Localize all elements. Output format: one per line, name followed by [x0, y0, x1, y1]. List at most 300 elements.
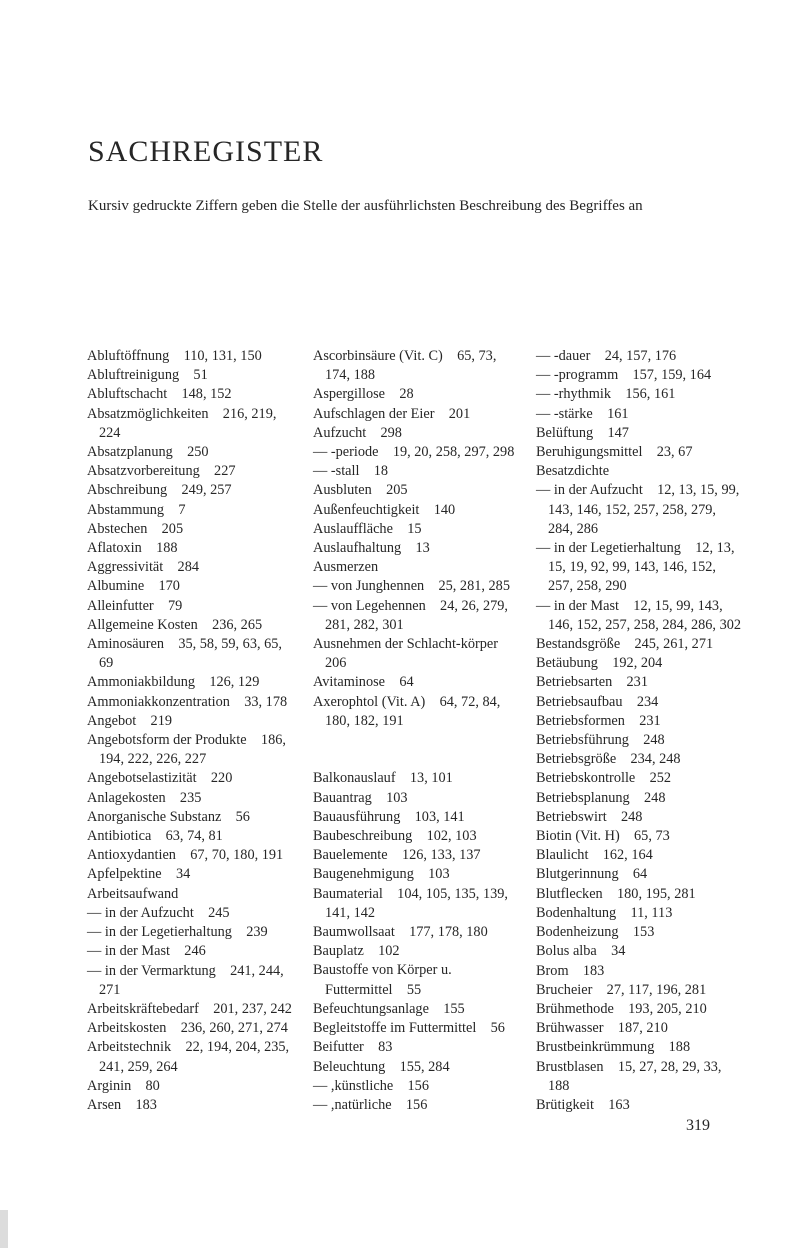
index-term: Betriebsführung	[536, 732, 629, 749]
index-term: — -stall	[313, 463, 360, 480]
index-entry	[87, 462, 292, 481]
index-term: Angebotselastizität	[87, 770, 197, 787]
index-page-refs: 236, 265	[212, 616, 263, 633]
index-term: — in der Aufzucht	[536, 482, 643, 499]
index-page-refs: 126, 133, 137	[401, 847, 481, 864]
index-entry	[87, 962, 292, 1000]
index-page-refs: 80	[145, 1077, 160, 1094]
index-term: Aufzucht	[313, 424, 367, 441]
index-entry	[536, 1038, 741, 1057]
index-entry	[536, 385, 741, 404]
index-entry	[313, 558, 518, 577]
index-term: Beruhigungsmittel	[536, 444, 643, 461]
index-term: Ascorbinsäure (Vit. C)	[313, 348, 443, 364]
index-entry	[313, 942, 518, 961]
index-page-refs: 65, 73	[634, 828, 670, 845]
index-entry	[313, 443, 518, 462]
index-entry	[313, 827, 518, 846]
index-term: Abluftschacht	[87, 386, 168, 403]
index-entry	[313, 1038, 518, 1057]
index-entry	[313, 1000, 518, 1019]
index-page-refs: 284	[177, 559, 199, 576]
index-term: Angebot	[87, 712, 137, 729]
index-page-refs: 201	[448, 405, 471, 422]
index-page-refs: 7	[178, 501, 186, 518]
index-page-refs: 148, 152	[181, 386, 232, 403]
index-page-refs: 22, 194, 204, 235, 241, 259, 264	[99, 1039, 290, 1075]
index-term: Absatzvorbereitung	[87, 463, 200, 480]
index-page-refs: 156, 161	[625, 386, 676, 403]
index-term: Ausmerzen	[313, 559, 379, 576]
index-entry	[313, 769, 518, 788]
index-page-refs: 34	[611, 943, 626, 960]
letter-gap	[313, 731, 518, 769]
index-term: Absatzmöglichkeiten	[87, 405, 209, 422]
index-column-1	[87, 347, 292, 1115]
index-page-refs: 239	[246, 924, 268, 941]
index-page-refs: 248	[643, 732, 665, 749]
index-page-refs: 110, 131, 150	[183, 348, 262, 364]
index-entry	[536, 1058, 741, 1096]
index-term: Axerophtol (Vit. A)	[313, 693, 426, 710]
index-term: Belüftung	[536, 424, 594, 441]
index-entry	[536, 885, 741, 904]
index-page-refs: 193, 205, 210	[628, 1000, 707, 1017]
index-term: Anorganische Substanz	[87, 808, 222, 825]
index-page-refs: 11, 113	[630, 904, 673, 921]
index-page-refs: 19, 20, 258, 297, 298	[392, 444, 515, 461]
index-term: Ausbluten	[313, 482, 372, 499]
index-term: Arbeitskräftebedarf	[87, 1000, 199, 1017]
index-entry	[536, 673, 741, 692]
index-entry	[87, 769, 292, 788]
index-page-refs: 192, 204	[612, 655, 663, 672]
index-entry	[313, 501, 518, 520]
index-term: Bauausführung	[313, 808, 401, 825]
index-term: Aminosäuren	[87, 636, 165, 653]
index-page-refs: 161	[607, 405, 629, 422]
index-entry	[536, 865, 741, 884]
index-term: Anlagekosten	[87, 789, 166, 806]
index-entry	[87, 1038, 292, 1076]
index-term: — ,künstliche	[313, 1077, 394, 1094]
index-page-refs: 219	[150, 712, 172, 729]
page-edge-shadow	[0, 1210, 8, 1248]
index-term: Brom	[536, 962, 569, 979]
index-entry	[87, 558, 292, 577]
index-entry	[87, 577, 292, 596]
index-page-refs: 170	[158, 578, 180, 595]
index-term: — in der Legetierhaltung	[536, 540, 681, 557]
index-page-refs: 126, 129	[209, 674, 260, 691]
index-page-refs: 163	[608, 1096, 630, 1113]
index-page-refs: 206	[325, 655, 347, 672]
index-term: Bodenheizung	[536, 924, 619, 941]
index-entry	[536, 981, 741, 1000]
index-entry	[536, 827, 741, 846]
index-page-refs: 103, 141	[414, 808, 465, 825]
index-term: Beleuchtung	[313, 1058, 386, 1075]
index-term: Baubeschreibung	[313, 828, 413, 845]
index-term: Aflatoxin	[87, 540, 142, 557]
index-page-refs: 12, 15, 99, 143, 146, 152, 257, 258, 284, 286, 302	[548, 597, 742, 633]
index-page-refs: 23, 67	[656, 444, 693, 461]
index-entry	[313, 385, 518, 404]
index-term: Abstechen	[87, 520, 148, 537]
index-term: — in der Vermarktung	[87, 962, 216, 979]
index-term: Ammoniakkonzentration	[87, 693, 230, 710]
index-page-refs: 155, 284	[399, 1058, 450, 1075]
index-entry	[313, 577, 518, 596]
index-entry	[87, 808, 292, 827]
index-term: — von Legehennen	[313, 597, 426, 614]
index-term: — -programm	[536, 367, 619, 384]
index-term: Arsen	[87, 1096, 122, 1113]
index-page-refs: 183	[582, 962, 605, 979]
index-page-refs: 56	[235, 808, 250, 825]
index-page-refs: 25, 281, 285	[438, 578, 510, 595]
index-entry	[87, 923, 292, 942]
index-entry	[87, 347, 292, 366]
index-term: Bodenhaltung	[536, 904, 617, 921]
index-term: Brustbeinkrümmung	[536, 1039, 655, 1056]
index-page-refs: 15	[407, 520, 422, 537]
index-term: — -periode	[313, 444, 379, 461]
index-term: Avitaminose	[313, 674, 386, 691]
index-entry	[313, 424, 518, 443]
index-entry	[87, 597, 292, 616]
index-page-refs: 157, 159, 164	[632, 367, 712, 384]
index-page-refs: 34	[175, 866, 191, 883]
index-entry	[536, 405, 741, 424]
index-page-refs: 227	[214, 463, 236, 480]
index-entry	[536, 904, 741, 923]
index-page-refs: 79	[168, 597, 183, 614]
index-entry	[313, 865, 518, 884]
index-page-refs: 187, 210	[617, 1020, 668, 1037]
index-term: Außenfeuchtigkeit	[313, 501, 420, 518]
index-page-refs: 51	[193, 367, 208, 384]
index-term: Auslaufhaltung	[313, 540, 402, 557]
index-term: Begleitstoffe im Futtermittel	[313, 1020, 477, 1037]
index-term: Brustblasen	[536, 1058, 604, 1075]
index-term: Allgemeine Kosten	[87, 616, 198, 633]
index-entry	[313, 693, 518, 731]
index-page-refs: 220	[210, 770, 233, 787]
index-page-refs: 63, 74, 81	[165, 828, 223, 845]
index-entry	[536, 923, 741, 942]
index-entry	[87, 635, 292, 673]
index-page-refs: 103	[428, 866, 450, 883]
index-entry	[87, 885, 292, 904]
index-entry	[536, 712, 741, 731]
index-term: Albumine	[87, 578, 145, 595]
index-page-refs: 245	[208, 904, 230, 921]
index-page-refs: 249, 257	[181, 482, 232, 499]
index-term: Besatzdichte	[536, 463, 610, 480]
index-term: Brühwasser	[536, 1020, 604, 1037]
index-page-refs: 186, 194, 222, 226, 227	[99, 732, 286, 768]
index-term: Auslauffläche	[313, 520, 393, 537]
index-page-refs: 33, 178	[244, 693, 288, 710]
page-number: 319	[686, 1117, 710, 1134]
index-page-refs: 153	[632, 924, 655, 941]
index-entry	[536, 539, 741, 597]
index-term: Baustoffe von Körper u. Futtermittel	[313, 962, 452, 998]
index-page-refs: 55	[406, 981, 422, 998]
index-term: Brühmethode	[536, 1000, 614, 1017]
index-entry	[536, 462, 741, 481]
index-term: — in der Legetierhaltung	[87, 924, 232, 941]
index-term: Bauelemente	[313, 847, 388, 864]
subtitle: Kursiv gedruckte Ziffern geben die Stelle der ausführlichsten Beschreibung des Begriffes an	[88, 198, 643, 214]
index-term: Alleinfutter	[87, 597, 154, 614]
index-term: — in der Mast	[536, 597, 619, 614]
index-entry	[87, 1000, 292, 1019]
index-term: Blutgerinnung	[536, 866, 619, 883]
index-page-refs: 252	[649, 770, 672, 787]
index-term: Baugenehmigung	[313, 866, 414, 883]
index-term: Arginin	[87, 1077, 132, 1094]
index-term: Bauantrag	[313, 789, 372, 806]
index-entry	[536, 962, 741, 981]
index-entry	[313, 481, 518, 500]
index-entry	[313, 539, 518, 558]
index-page-refs: 18	[373, 463, 389, 480]
index-entry	[536, 347, 741, 366]
index-term: Aufschlagen der Eier	[313, 405, 435, 422]
index-entry	[87, 501, 292, 520]
index-term: Biotin (Vit. H)	[536, 828, 620, 845]
index-page-refs: 156	[407, 1077, 429, 1094]
index-entry	[87, 673, 292, 692]
index-page-refs: 180, 195, 281	[617, 885, 696, 902]
index-term: Bestandsgröße	[536, 636, 621, 653]
index-page-refs: 231	[626, 674, 648, 691]
index-entry	[313, 347, 518, 385]
index-term: Baumaterial	[313, 885, 383, 902]
index-entry	[313, 1096, 518, 1115]
index-page-refs: 56	[490, 1020, 505, 1037]
index-entry	[536, 808, 741, 827]
index-page-refs: 234	[636, 693, 659, 710]
index-term: Brütigkeit	[536, 1096, 594, 1113]
index-page-refs: 64, 72, 84, 180, 182, 191	[325, 693, 501, 729]
index-page-refs: 216, 219, 224	[99, 405, 277, 441]
index-term: Apfelpektine	[87, 866, 162, 883]
index-entry	[87, 846, 292, 865]
index-entry	[87, 942, 292, 961]
index-entry	[536, 654, 741, 673]
index-term: Antioxydantien	[87, 847, 176, 864]
index-column-3	[536, 347, 741, 1115]
index-term: — -rhythmik	[536, 386, 612, 403]
index-page-refs: 103	[386, 789, 408, 806]
index-term: — -dauer	[536, 348, 591, 364]
index-term: — in der Aufzucht	[87, 904, 194, 921]
index-term: Betriebsarten	[536, 674, 613, 691]
index-term: — in der Mast	[87, 943, 170, 960]
index-page-refs: 102, 103	[426, 828, 477, 845]
index-entry	[536, 1000, 741, 1019]
index-term: Balkonauslauf	[313, 770, 396, 787]
index-entry	[536, 424, 741, 443]
index-term: Ammoniakbildung	[87, 674, 196, 691]
index-entry	[313, 673, 518, 692]
index-page-refs: 162, 164	[602, 847, 653, 864]
index-entry	[313, 961, 518, 999]
index-page-refs: 201, 237, 242	[213, 1000, 292, 1017]
index-entry	[313, 597, 518, 635]
index-page-refs: 236, 260, 271, 274	[180, 1020, 288, 1037]
index-page-refs: 24, 157, 176	[604, 348, 677, 364]
index-entry	[536, 769, 741, 788]
index-page-refs: 27, 117, 196, 281	[606, 981, 707, 998]
index-term: Blutflecken	[536, 885, 603, 902]
index-term: Bolus alba	[536, 943, 597, 960]
index-page-refs: 13	[415, 540, 430, 557]
index-term: Baumwollsaat	[313, 924, 395, 941]
index-term: Bauplatz	[313, 943, 364, 960]
index-entry	[87, 1019, 292, 1038]
index-entry	[87, 405, 292, 443]
index-term: Betriebsgröße	[536, 751, 617, 768]
index-term: — von Junghennen	[313, 578, 425, 595]
index-entry	[536, 789, 741, 808]
index-page-refs: 188	[668, 1039, 691, 1056]
index-entry	[313, 1019, 518, 1038]
index-page-refs: 64	[399, 674, 414, 691]
index-page-refs: 83	[378, 1039, 393, 1056]
index-page-refs: 231	[639, 712, 661, 729]
index-term: Abstammung	[87, 501, 165, 518]
index-entry	[313, 789, 518, 808]
index-page-refs: 245, 261, 271	[634, 636, 714, 653]
index-entry	[536, 731, 741, 750]
index-entry	[87, 789, 292, 808]
index-page-refs: 177, 178, 180	[409, 924, 488, 941]
index-term: Abschreibung	[87, 482, 168, 499]
index-term: Antibiotica	[87, 828, 152, 845]
index-term: Ausnehmen der Schlacht-körper	[313, 636, 499, 653]
index-entry	[87, 539, 292, 558]
index-entry	[536, 693, 741, 712]
index-page-refs: 24, 26, 279, 281, 282, 301	[325, 597, 508, 633]
index-page-refs: 156	[405, 1096, 428, 1113]
index-entry	[536, 846, 741, 865]
index-entry	[536, 1096, 741, 1115]
page-title: SACHREGISTER	[88, 135, 324, 168]
index-term: Aggressivität	[87, 559, 164, 576]
index-entry	[313, 1077, 518, 1096]
index-entry	[87, 1077, 292, 1096]
index-term: Arbeitskosten	[87, 1020, 167, 1037]
index-page-refs: 250	[187, 444, 209, 461]
index-term: Befeuchtungsanlage	[313, 1000, 429, 1017]
index-term: — ,natürliche	[313, 1096, 392, 1113]
index-term: Betriebsaufbau	[536, 693, 623, 710]
index-entry	[87, 443, 292, 462]
index-term: Aspergillose	[313, 386, 386, 403]
index-entry	[313, 462, 518, 481]
index-term: Angebotsform der Produkte	[87, 732, 247, 749]
index-page-refs: 28	[399, 386, 414, 403]
index-term: Betriebsformen	[536, 712, 625, 729]
index-entry	[536, 443, 741, 462]
index-entry	[87, 1096, 292, 1115]
index-term: Abluftreinigung	[87, 367, 180, 384]
index-term: Betriebskontrolle	[536, 770, 636, 787]
index-page-refs: 205	[386, 482, 408, 499]
index-entry	[87, 827, 292, 846]
index-entry	[87, 616, 292, 635]
index-page-refs: 248	[644, 789, 666, 806]
index-entry	[87, 385, 292, 404]
index-term: Blaulicht	[536, 847, 589, 864]
index-term: — -stärke	[536, 405, 593, 422]
index-page-refs: 155	[443, 1000, 465, 1017]
index-entry	[87, 904, 292, 923]
index-page-refs: 147	[607, 424, 629, 441]
index-page-refs: 248	[620, 808, 643, 825]
index-term: Absatzplanung	[87, 444, 173, 461]
index-entry	[87, 865, 292, 884]
index-page-refs: 234, 248	[630, 751, 681, 768]
index-entry	[87, 712, 292, 731]
index-page-refs: 64	[632, 866, 648, 883]
index-term: Abluftöffnung	[87, 348, 170, 364]
index-entry	[313, 405, 518, 424]
index-term: Beifutter	[313, 1039, 364, 1056]
index-term: Brucheier	[536, 981, 593, 998]
index-column-2	[313, 347, 518, 1115]
index-entry	[536, 942, 741, 961]
index-page-refs: 15, 27, 28, 29, 33, 188	[548, 1058, 722, 1094]
index-entry	[313, 635, 518, 673]
index-page-refs: 183	[135, 1096, 157, 1113]
index-entry	[87, 366, 292, 385]
index-page-refs: 12, 13, 15, 99, 143, 146, 152, 257, 258, 279, 284, 286	[548, 482, 740, 537]
index-entry	[313, 520, 518, 539]
index-page-refs: 104, 105, 135, 139, 141, 142	[325, 885, 508, 921]
index-entry	[536, 750, 741, 769]
index-entry	[536, 481, 741, 539]
index-page-refs: 188	[156, 540, 178, 557]
index-term: Betriebsplanung	[536, 789, 630, 806]
index-entry	[313, 846, 518, 865]
index-page-refs: 298	[380, 424, 402, 441]
index-entry	[87, 520, 292, 539]
index-page-refs: 67, 70, 180, 191	[190, 847, 284, 864]
index-entry	[87, 731, 292, 769]
index-page-refs: 65, 73, 174, 188	[325, 348, 497, 384]
index-entry	[536, 1019, 741, 1038]
index-term: Betriebswirt	[536, 808, 607, 825]
index-term: Arbeitstechnik	[87, 1039, 172, 1056]
index-term: Betäubung	[536, 655, 598, 672]
index-term: Arbeitsaufwand	[87, 885, 179, 902]
index-page-refs: 241, 244, 271	[99, 962, 284, 998]
index-page-refs: 13, 101	[409, 770, 453, 787]
index-entry	[536, 635, 741, 654]
index-entry	[313, 1058, 518, 1077]
index-entry	[313, 885, 518, 923]
index-page-refs: 12, 13, 15, 19, 92, 99, 143, 146, 152, 257, 258, 290	[548, 540, 735, 595]
index-entry	[87, 481, 292, 500]
index-page-refs: 246	[184, 943, 206, 960]
index-entry	[313, 808, 518, 827]
index-entry	[536, 597, 741, 635]
